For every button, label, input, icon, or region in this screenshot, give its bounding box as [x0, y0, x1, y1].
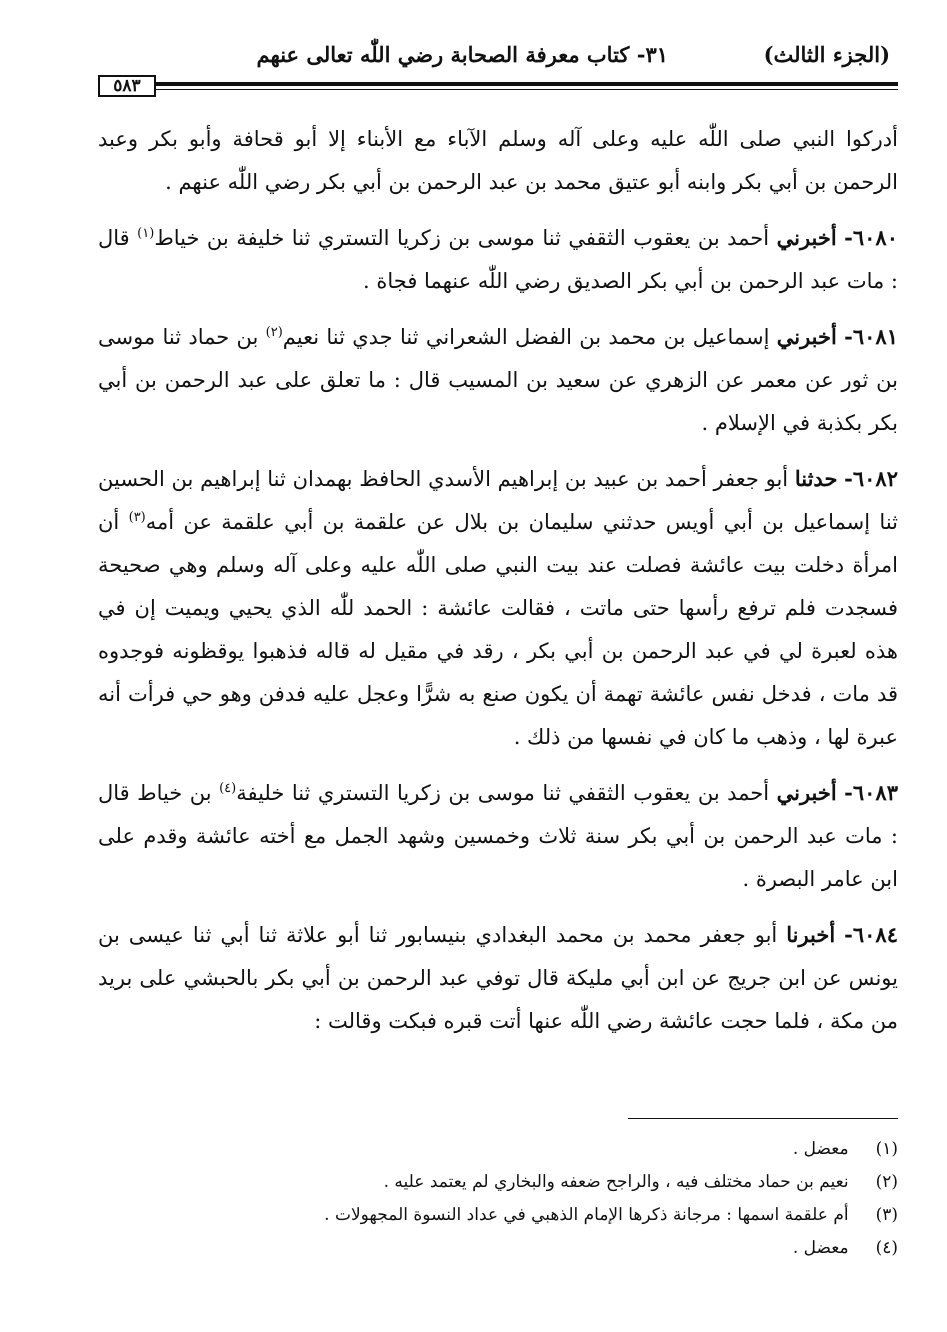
footnote-marker[interactable]: (١): [137, 226, 155, 241]
footnote-item: [98, 1133, 898, 1166]
footnotes: [98, 1133, 898, 1265]
footnote-number: (١): [875, 1139, 898, 1159]
hadith-text: أحمد بن يعقوب الثقفي ثنا موسى بن زكريا التستري ثنا خليفة: [236, 781, 770, 805]
narration-verb: أخبرنا: [786, 922, 836, 947]
hadith-text: أبو جعفر أحمد بن عبيد بن إبراهيم الأسدي الحافظ بهمدان ثنا إبراهيم بن الحسين ثنا إسماعيل بن أبي أويس حدثني سليمان بن بلال عن علقمة بن أبي علقمة عن أمه: [98, 467, 899, 534]
hadith-entry: [98, 457, 898, 759]
hadith-text: أبو جعفر محمد بن محمد البغدادي بنيسابور ثنا أبو علاثة ثنا أبي ثنا عيسى بن يونس عن ابن جريج عن ابن أبي مليكة قال توفي عبد الرحمن بن أبي بكر بالحبشي على بريد من مكة ، فلما حجت عائشة رضي اللّٰه عنها أتت قبره فبكت وقالت :: [98, 923, 898, 1033]
main-text: [98, 118, 898, 1043]
hadith-text: أحمد بن يعقوب الثقفي ثنا موسى بن زكريا التستري ثنا خليفة بن خياط: [154, 226, 770, 250]
hadith-text: بن حماد ثنا موسى بن ثور عن معمر عن الزهري عن سعيد بن المسيب قال : ما تعلق على عبد الرحمن بن أبي بكر بكذبة في الإسلام .: [98, 325, 898, 435]
hadith-text: إسماعيل بن محمد بن الفضل الشعراني ثنا جدي ثنا نعيم: [282, 325, 770, 349]
footnote-marker[interactable]: (٢): [265, 325, 283, 340]
page-header: [98, 38, 898, 98]
footnote-marker[interactable]: (٣): [128, 510, 146, 525]
hadith-text: قال : مات عبد الرحمن بن أبي بكر الصديق رضي اللّٰه عنهما فجاة .: [98, 226, 898, 293]
hadith-entry: [98, 315, 898, 445]
footnote-text: نعيم بن حماد مختلف فيه ، والراجح ضعفه والبخاري لم يعتمد عليه .: [383, 1172, 849, 1192]
header-rule-thick: [156, 82, 898, 86]
footnote-number: (٣): [875, 1205, 898, 1225]
footnote-marker[interactable]: (٤): [219, 781, 237, 796]
footnote-number: (٢): [875, 1172, 898, 1192]
running-head: [98, 40, 898, 74]
narration-verb: أخبرني: [776, 780, 837, 805]
footnote-number: (٤): [875, 1238, 898, 1258]
header-rule-thin: [156, 89, 898, 90]
footnote-item: [98, 1232, 898, 1265]
page-number: ٥٨٣: [98, 75, 156, 97]
footnote-item: [98, 1166, 898, 1199]
hadith-number: ٦٠٨٣-: [844, 780, 898, 805]
hadith-entry: [98, 216, 898, 303]
narration-verb: أخبرني: [776, 324, 837, 349]
hadith-entry: [98, 771, 898, 901]
footnote-separator: [628, 1118, 898, 1119]
narration-verb: حدثنا: [794, 466, 838, 491]
hadith-number: ٦٠٨١-: [844, 324, 898, 349]
hadith-number: ٦٠٨٤-: [844, 922, 898, 947]
hadith-text: أن امرأة دخلت بيت عائشة فصلت عند بيت النبي صلى اللّٰه عليه وعلى آله وسلم وهي صحيحة فسجدت فلم ترفع رأسها حتى ماتت ، فقالت عائشة : الحمد للّٰه الذي يحيي ويميت إن في هذه لعبرة لي في عبد الرحمن بن أبي بكر ، رقد في مقيل له قاله فذهبوا يوقظونه فوجدوه قد مات ، فدخل نفس عائشة تهمة أن يكون صنع به شرًّا وعجل عليه فدفن وهو حي فرأت أنه عبرة لها ، وذهب ما كان في نفسها من ذلك .: [98, 510, 898, 749]
footnote-text: معضل .: [792, 1238, 849, 1258]
footnote-item: [98, 1199, 898, 1232]
hadith-text: بن خياط قال : مات عبد الرحمن بن أبي بكر سنة ثلاث وخمسين وشهد الجمل مع أخته عائشة وقدم على ابن عامر البصرة .: [98, 781, 898, 891]
footnote-text: معضل .: [792, 1139, 849, 1159]
narration-verb: أخبرني: [776, 225, 837, 250]
footnote-text: أم علقمة اسمها : مرجانة ذكرها الإمام الذهبي في عداد النسوة المجهولات .: [324, 1205, 849, 1225]
hadith-number: ٦٠٨٢-: [844, 466, 898, 491]
volume-label: (الجزء الثالث): [763, 42, 890, 67]
chapter-title: ٣١- كتاب معرفة الصحابة رضي اللّٰه تعالى عنهم: [256, 42, 668, 67]
hadith-entry: [98, 913, 898, 1043]
intro-paragraph: أدركوا النبي صلى اللّٰه عليه وعلى آله وسلم الآباء مع الأبناء إلا أبو قحافة وأبو بكر وعبد الرحمن بن أبي بكر وابنه أبو عتيق محمد بن عبد الرحمن بن أبي بكر رضي اللّٰه عنهم .: [98, 127, 898, 194]
hadith-number: ٦٠٨٠-: [844, 225, 898, 250]
